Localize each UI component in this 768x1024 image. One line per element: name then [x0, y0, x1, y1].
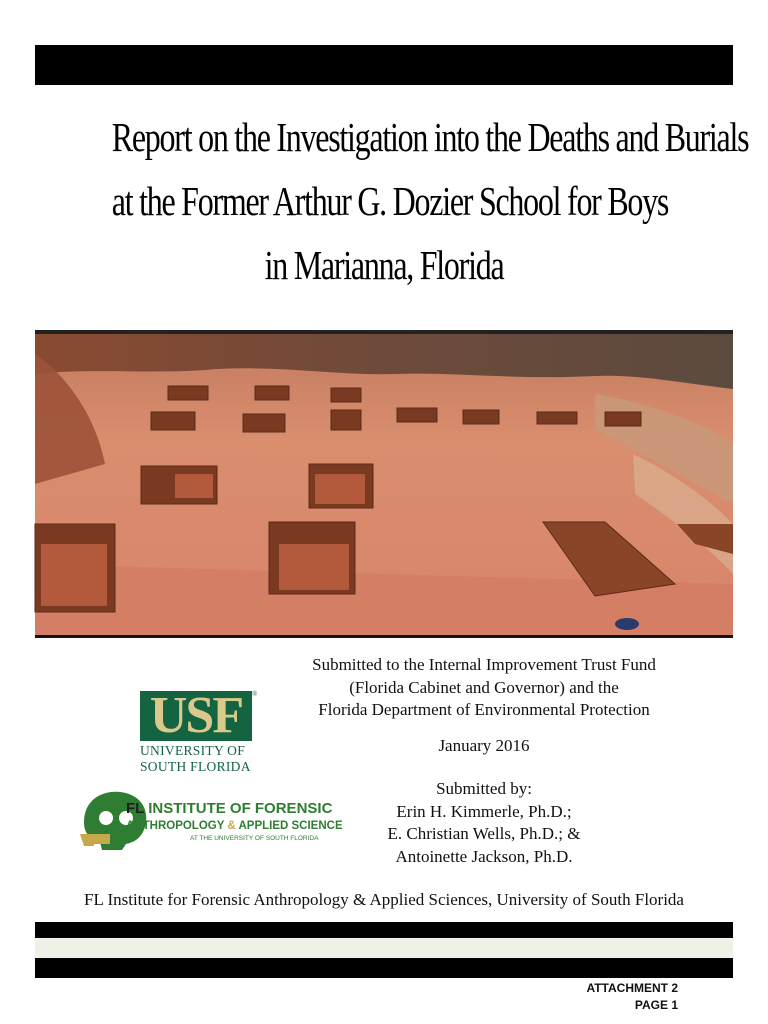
author-3: Antoinette Jackson, Ph.D. — [395, 846, 573, 866]
submitted-by — [292, 778, 676, 868]
title-line-3: in Marianna, Florida — [264, 242, 504, 288]
excavation-photo — [35, 330, 733, 638]
bottom-black-bar-1 — [35, 922, 733, 938]
submitted-to-line-1: Submitted to the Internal Improvement Trust Fund — [312, 655, 656, 674]
attachment-label — [460, 980, 678, 1014]
institute-logo-amp: & — [227, 820, 239, 832]
institution-line: FL Institute for Forensic Anthropology & Applied Sciences, University of South Florida — [84, 890, 684, 909]
institute-logo-applied: APPLIED SCIENCE — [238, 820, 343, 832]
institute-logo-line-3: AT THE UNIVERSITY OF SOUTH FLORIDA — [190, 835, 319, 842]
institute-logo-anthro: ANTHROPOLOGY — [126, 820, 228, 832]
usf-wordmark-line-2: SOUTH FLORIDA — [140, 759, 251, 774]
title-line-2: at the Former Arthur G. Dozier School for Boys — [111, 178, 669, 224]
submitted-to — [292, 654, 676, 722]
institute-logo — [80, 788, 343, 852]
submitted-to-line-3: Florida Department of Environmental Protection — [318, 700, 650, 719]
usf-logo: USF — [140, 691, 252, 741]
bottom-light-bar — [35, 938, 733, 958]
attachment-number: ATTACHMENT 2 — [586, 981, 678, 995]
institute-logo-fl: FL — [126, 800, 149, 817]
bottom-black-bar-2 — [35, 958, 733, 978]
title-line-1: Report on the Investigation into the Deaths and Burials — [111, 114, 749, 160]
report-title — [111, 105, 749, 297]
usf-wordmark — [140, 743, 254, 775]
top-black-bar — [35, 45, 733, 85]
report-date: January 2016 — [438, 736, 530, 755]
submitted-by-label: Submitted by: — [436, 779, 532, 798]
usf-wordmark-line-1: UNIVERSITY OF — [140, 743, 246, 758]
author-2: E. Christian Wells, Ph.D.; & — [387, 824, 581, 843]
svg-text:ANTHROPOLOGY & APPLIED SCIENCE — [126, 820, 343, 832]
institute-logo-line-1: INSTITUTE OF FORENSIC — [148, 800, 333, 817]
page-number: PAGE 1 — [634, 998, 678, 1012]
submitted-to-line-2: (Florida Cabinet and Governor) and the — [349, 677, 619, 697]
author-1: Erin H. Kimmerle, Ph.D.; — [396, 801, 572, 821]
usf-registered-mark: ® — [252, 690, 258, 698]
svg-text:FL INSTITUTE OF FORENSIC — [126, 800, 333, 817]
